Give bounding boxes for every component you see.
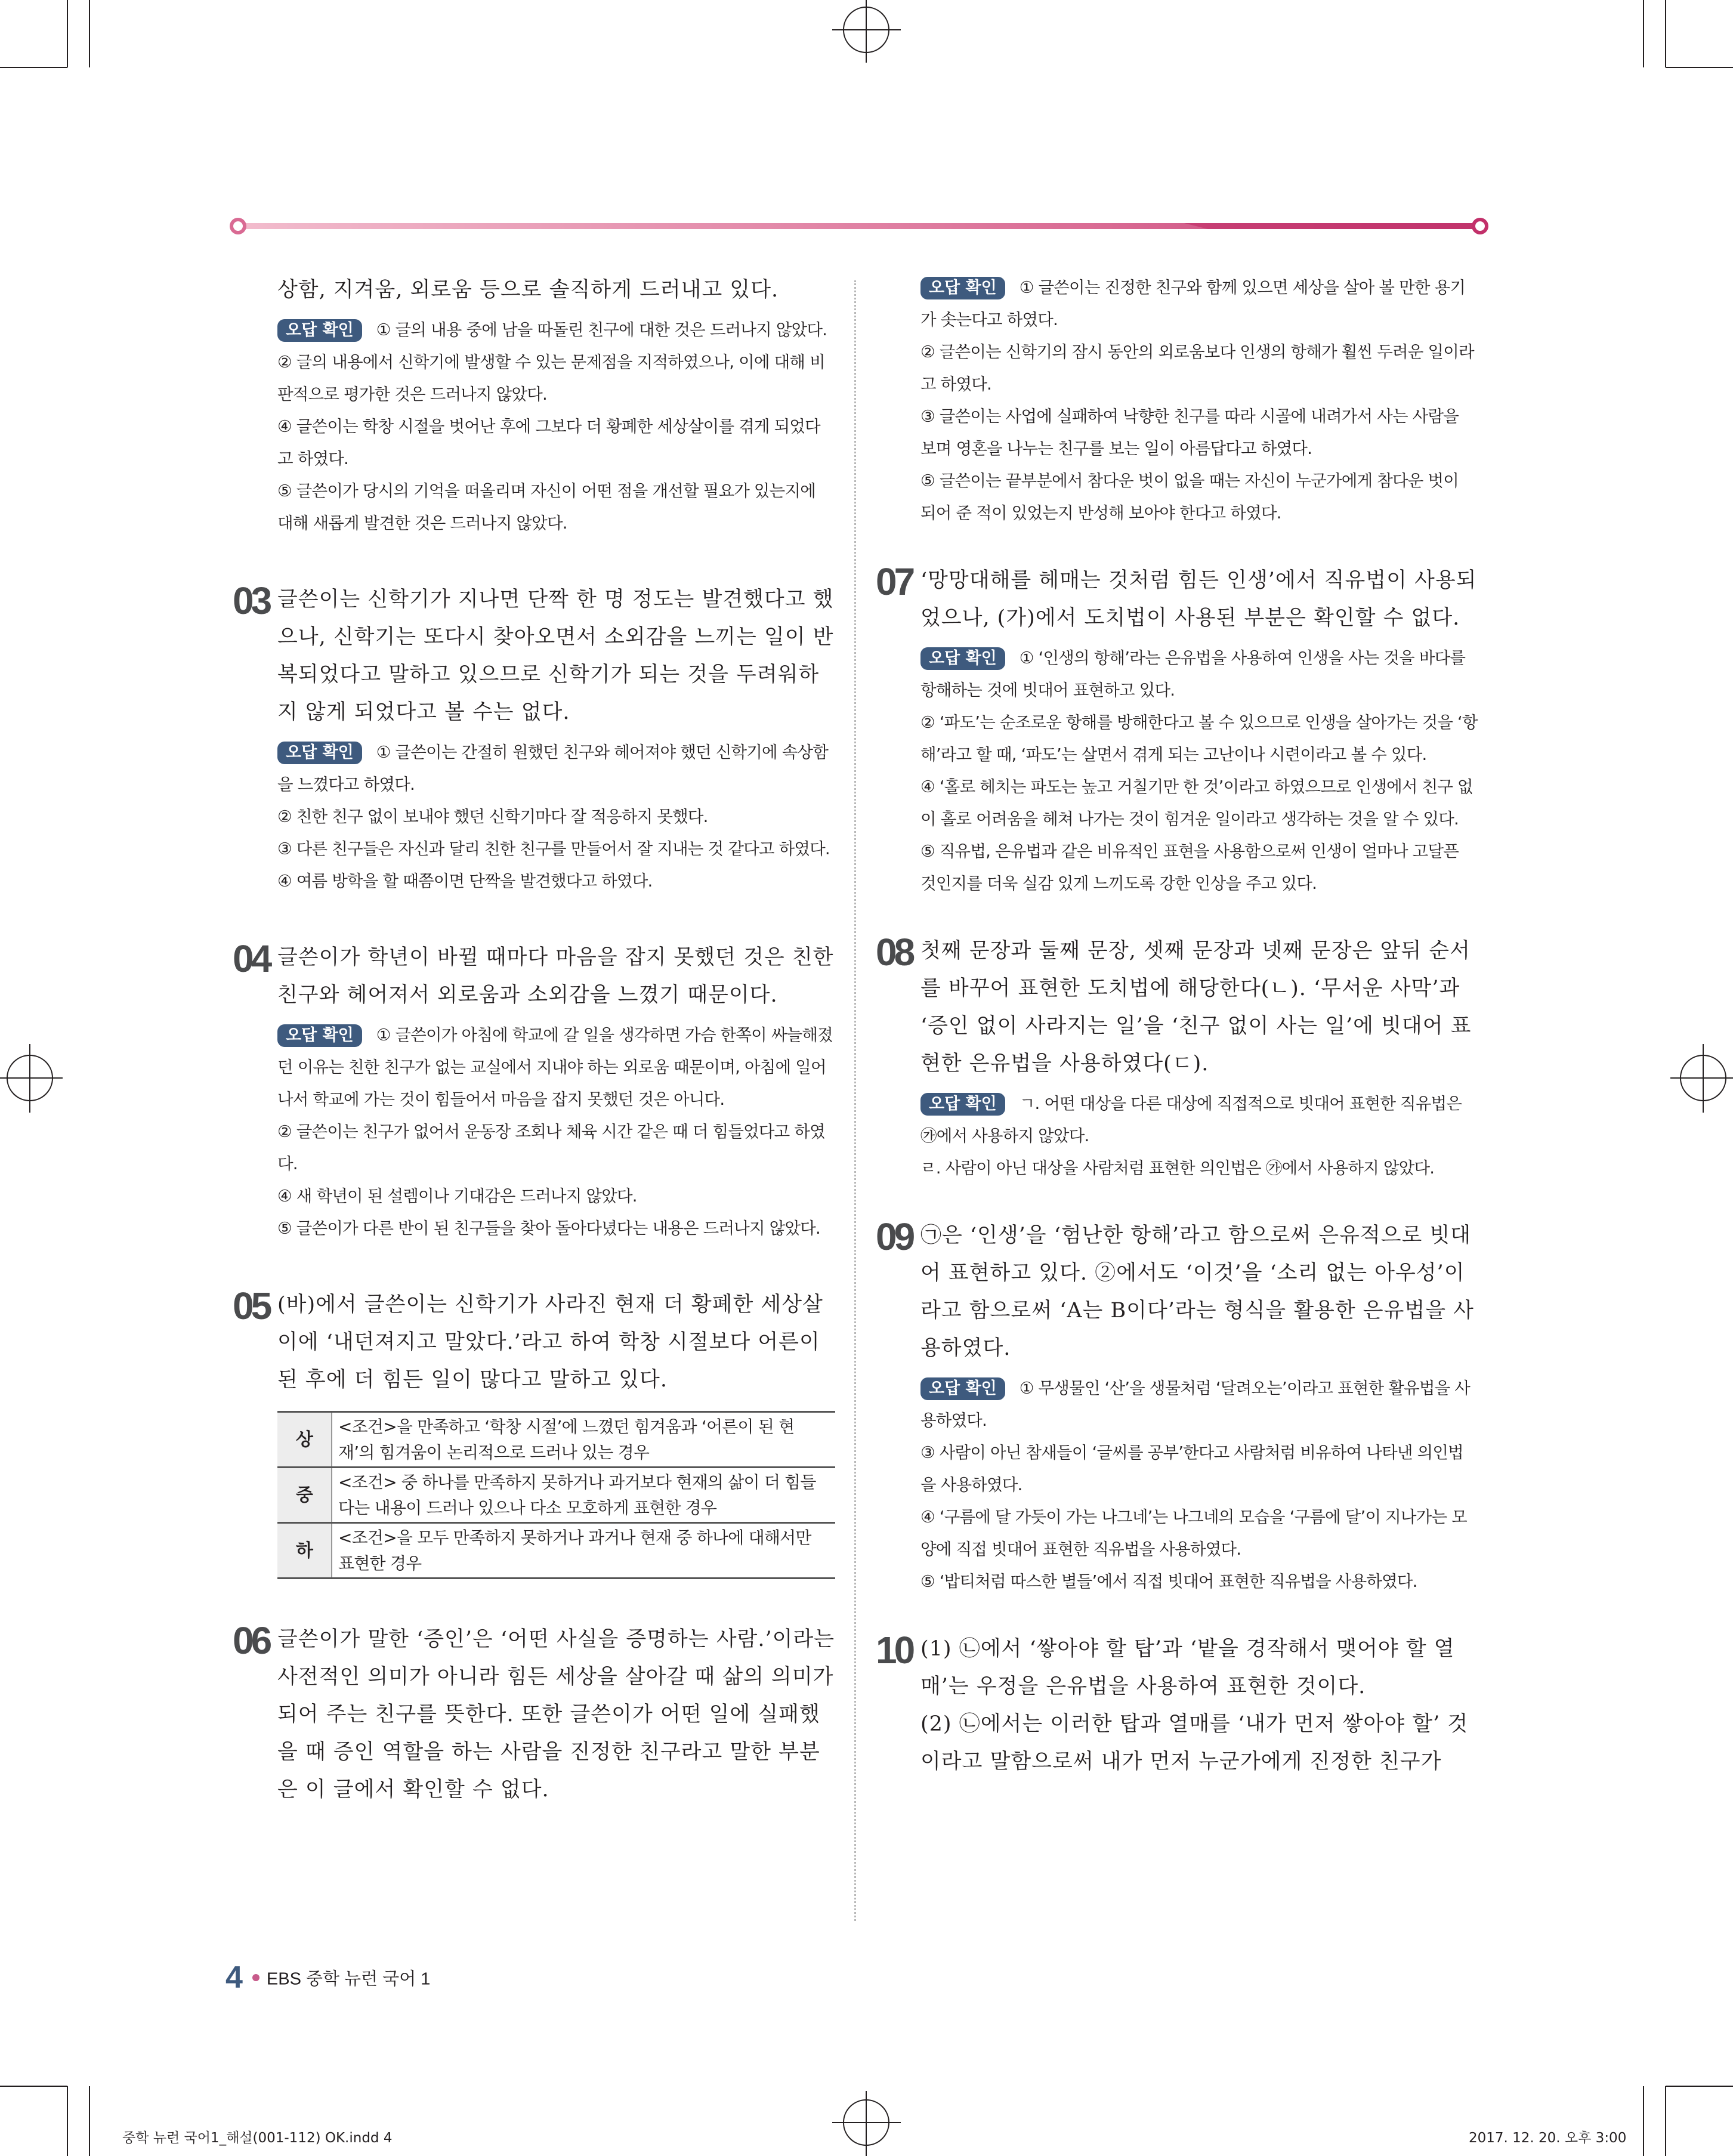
- answer-text-part-2: (2) ㉡에서는 이러한 탑과 열매를 ‘내가 먼저 쌓아야 할’ 것이라고 말함으로써 내가 먼저 누군가에게 진정한 친구가: [920, 1712, 1469, 1774]
- answer-04: [233, 937, 835, 1244]
- column-divider: [854, 280, 856, 1921]
- answer-text: ㉠은 ‘인생’을 ‘험난한 항해’라고 함으로써 은유적으로 빗대어 표현하고 있다. ②에서도 ‘이것’을 ‘소리 없는 아우성’이라고 함으로써 ‘A는 B이다’라는 형식을 활용한 은유법을 사용하였다.: [920, 1224, 1474, 1360]
- table-row: [277, 1468, 835, 1523]
- grade-description: <조건>을 만족하고 ‘학창 시절’에 느꼈던 힘겨움과 ‘어른이 된 현재’의 힘겨움이 논리적으로 드러나 있는 경우: [338, 1417, 795, 1462]
- note-item: ② 글의 내용에서 신학기에 발생할 수 있는 문제점을 지적하였으나, 이에 대해 비판적으로 평가한 것은 드러나지 않았다.: [277, 353, 825, 404]
- left-column: [233, 271, 835, 1809]
- answer-text: (바)에서 글쓴이는 신학기가 사라진 현재 더 황폐한 세상살이에 ‘내던져지고 말았다.’라고 하여 학창 시절보다 어른이 된 후에 더 힘든 일이 많다고 말하고 있다.: [277, 1293, 823, 1392]
- note-item: ① ‘인생의 항해’라는 은유법을 사용하여 인생을 사는 것을 바다를 항해하는 것에 빗대어 표현하고 있다.: [920, 648, 1466, 700]
- table-row: [277, 1412, 835, 1468]
- note-item: ② 글쓴이는 친구가 없어서 운동장 조회나 체육 시간 같은 때 더 힘들었다고 하였다.: [277, 1122, 825, 1173]
- note-item: ② 글쓴이는 신학기의 잠시 동안의 외로움보다 인생의 항해가 훨씬 두려운 일이라고 하였다.: [920, 342, 1474, 394]
- book-title: EBS 중학 뉴런 국어 1: [266, 1969, 431, 1989]
- question-number: 06: [233, 1619, 270, 1662]
- grading-table: [277, 1411, 835, 1579]
- answer-text: 첫째 문장과 둘째 문장, 셋째 문장과 넷째 문장은 앞뒤 순서를 바꾸어 표현한 도치법에 해당한다(ㄴ). ‘무서운 사막’과 ‘증인 없이 사라지는 일’을 ‘친구 없이 사는 일’에 빗대어 표현한 은유법을 사용하였다(ㄷ).: [920, 939, 1472, 1076]
- answer-07: [876, 560, 1478, 900]
- note-item: ④ 글쓴이는 학창 시절을 벗어난 후에 그보다 더 황폐한 세상살이를 겪게 되었다고 하였다.: [277, 417, 820, 468]
- wrong-answer-badge: 오답 확인: [277, 319, 362, 342]
- answer-text: 글쓴이가 학년이 바뀔 때마다 마음을 잡지 못했던 것은 친한 친구와 헤어져서 외로움과 소외감을 느꼈기 때문이다.: [277, 946, 834, 1007]
- note-item: ① 글쓴이는 진정한 친구와 함께 있으면 세상을 살아 볼 만한 용기가 솟는다고 하였다.: [920, 278, 1466, 329]
- wrong-answer-notes: [920, 1372, 1478, 1598]
- question-number: 07: [876, 560, 913, 603]
- wrong-answer-badge: 오답 확인: [920, 1093, 1005, 1116]
- wrong-answer-notes: [920, 642, 1478, 900]
- note-item: ④ 새 학년이 된 설렘이나 기대감은 드러나지 않았다.: [277, 1187, 637, 1206]
- grade-level: 중: [277, 1468, 332, 1523]
- page-number: 4: [225, 1960, 243, 1995]
- right-column: [876, 271, 1478, 1781]
- answer-03: [233, 579, 835, 897]
- answer-09: [876, 1215, 1478, 1598]
- question-number: 09: [876, 1215, 913, 1258]
- slug-date: 2017. 12. 20. 오후 3:00: [1469, 2130, 1627, 2146]
- wrong-answer-notes: [920, 1088, 1478, 1184]
- note-item: ㄹ. 사람이 아닌 대상을 사람처럼 표현한 의인법은 ㉮에서 사용하지 않았다.: [920, 1159, 1435, 1178]
- note-item: ④ ‘홀로 헤치는 파도는 높고 거칠기만 한 것’이라고 하였으므로 인생에서 친구 없이 홀로 어려움을 헤쳐 나가는 것이 힘겨운 일이라고 생각하는 것을 알 수 있다.: [920, 777, 1473, 829]
- grade-level: 상: [277, 1412, 332, 1468]
- wrong-answer-badge: 오답 확인: [920, 277, 1005, 299]
- question-number: 08: [876, 931, 913, 974]
- wrong-answer-notes: [277, 736, 835, 897]
- note-item: ② 친한 친구 없이 보내야 했던 신학기마다 잘 적응하지 못했다.: [277, 807, 708, 826]
- note-item: ③ 다른 친구들은 자신과 달리 친한 친구를 만들어서 잘 지내는 것 같다고 하였다.: [277, 839, 830, 858]
- wrong-answer-badge: 오답 확인: [277, 742, 362, 764]
- note-item: ④ 여름 방학을 할 때쯤이면 단짝을 발견했다고 하였다.: [277, 872, 653, 891]
- answer-06: [233, 1619, 835, 1809]
- continued-answer-02: [239, 271, 835, 539]
- answer-10: [876, 1629, 1478, 1781]
- note-item: ③ 사람이 아닌 참새들이 ‘글씨를 공부’한다고 사람처럼 비유하여 나타낸 의인법을 사용하였다.: [920, 1443, 1463, 1494]
- continued-answer-06-notes: [882, 271, 1478, 529]
- note-item: ① 무생물인 ‘산’을 생물처럼 ‘달려오는’이라고 표현한 활유법을 사용하였다.: [920, 1379, 1471, 1430]
- note-item: ④ ‘구름에 달 가듯이 가는 나그네’는 나그네의 모습을 ‘구름에 달’이 지나가는 모양에 직접 빗대어 표현한 직유법을 사용하였다.: [920, 1508, 1467, 1559]
- note-item: ⑤ 직유법, 은유법과 같은 비유적인 표현을 사용함으로써 인생이 얼마나 고달픈 것인지를 더욱 실감 있게 느끼도록 강한 인상을 주고 있다.: [920, 842, 1459, 893]
- note-item: ㄱ. 어떤 대상을 다른 대상에 직접적으로 빗대어 표현한 직유법은 ㉮에서 사용하지 않았다.: [920, 1094, 1462, 1145]
- answer-08: [876, 931, 1478, 1184]
- answer-text: 글쓴이가 말한 ‘증인’은 ‘어떤 사실을 증명하는 사람.’이라는 사전적인 의미가 아니라 힘든 세상을 살아갈 때 삶의 의미가 되어 주는 친구를 뜻한다. 또한 글쓴이가 어떤 일에 실패했을 때 증인 역할을 하는 사람을 진정한 친구라고 말한 부분은 이 글에서 확인할 수 없다.: [277, 1627, 835, 1802]
- grade-level: 하: [277, 1523, 332, 1579]
- table-row: [277, 1523, 835, 1579]
- answer-text: ‘망망대해를 헤매는 것처럼 힘든 인생’에서 직유법이 사용되었으나, (가)에서 도치법이 사용된 부분은 확인할 수 없다.: [920, 569, 1477, 630]
- note-item: ⑤ 글쓴이가 다른 반이 된 친구들을 찾아 돌아다녔다는 내용은 드러나지 않았다.: [277, 1219, 820, 1238]
- answer-05: [233, 1284, 835, 1579]
- question-number: 04: [233, 937, 270, 980]
- note-item: ⑤ ‘밥티처럼 따스한 별들’에서 직접 빗대어 표현한 직유법을 사용하였다.: [920, 1572, 1417, 1591]
- wrong-answer-notes: [277, 1019, 835, 1244]
- note-item: ① 글의 내용 중에 남을 따돌린 친구에 대한 것은 드러나지 않았다.: [376, 320, 827, 339]
- question-number: 03: [233, 579, 270, 622]
- wrong-answer-badge: 오답 확인: [920, 1377, 1005, 1400]
- question-number: 10: [876, 1629, 913, 1672]
- note-item: ⑤ 글쓴이가 당시의 기억을 떠올리며 자신이 어떤 점을 개선할 필요가 있는지에 대해 새롭게 발견한 것은 드러나지 않았다.: [277, 481, 815, 533]
- header-decor-bar: [230, 218, 1488, 234]
- note-item: ② ‘파도’는 순조로운 항해를 방해한다고 볼 수 있으므로 인생을 살아가는 것을 ‘항해’라고 할 때, ‘파도’는 살면서 겪게 되는 고난이나 시련이라고 볼 수 있다.: [920, 713, 1478, 764]
- answer-text-part-1: (1) ㉡에서 ‘쌓아야 할 탑’과 ‘밭을 경작해서 맺어야 할 열매’는 우정을 은유법을 사용하여 표현한 것이다.: [920, 1637, 1455, 1698]
- grade-description: <조건>을 모두 만족하지 못하거나 과거나 현재 중 하나에 대해서만 표현한 경우: [338, 1528, 811, 1573]
- note-item: ① 글쓴이는 간절히 원했던 친구와 헤어져야 했던 신학기에 속상함을 느꼈다고 하였다.: [277, 743, 829, 794]
- wrong-answer-badge: 오답 확인: [920, 647, 1005, 670]
- slug-file-info: 중학 뉴런 국어1_해설(001-112) OK.indd 4: [122, 2130, 393, 2146]
- question-number: 05: [233, 1284, 270, 1327]
- bullet-dot-icon: [252, 1974, 260, 1981]
- note-item: ⑤ 글쓴이는 끝부분에서 참다운 벗이 없을 때는 자신이 누군가에게 참다운 벗이 되어 준 적이 있었는지 반성해 보아야 한다고 하였다.: [920, 471, 1459, 523]
- note-item: ① 글쓴이가 아침에 학교에 갈 일을 생각하면 가슴 한쪽이 싸늘해졌던 이유는 친한 친구가 없는 교실에서 지내야 하는 외로움 때문이며, 아침에 일어나서 학교에 가는 것이 힘들어서 마음을 잡지 못했던 것은 아니다.: [277, 1026, 833, 1109]
- wrong-answer-notes: [277, 314, 835, 539]
- answer-text: 글쓴이는 신학기가 지나면 단짝 한 명 정도는 발견했다고 했으나, 신학기는 또다시 찾아오면서 소외감을 느끼는 일이 반복되었다고 말하고 있으므로 신학기가 되는 것을 두려워하지 않게 되었다고 볼 수는 없다.: [277, 588, 834, 724]
- page-footer: [225, 1960, 430, 1996]
- wrong-answer-badge: 오답 확인: [277, 1024, 362, 1047]
- grade-description: <조건> 중 하나를 만족하지 못하거나 과거보다 현재의 삶이 더 힘들다는 내용이 드러나 있으나 다소 모호하게 표현한 경우: [338, 1472, 816, 1518]
- wrong-answer-notes: [920, 271, 1478, 529]
- answer-text: 상함, 지겨움, 외로움 등으로 솔직하게 드러내고 있다.: [277, 278, 779, 302]
- note-item: ③ 글쓴이는 사업에 실패하여 낙향한 친구를 따라 시골에 내려가서 사는 사람을 보며 영혼을 나누는 친구를 보는 일이 아름답다고 하였다.: [920, 407, 1459, 458]
